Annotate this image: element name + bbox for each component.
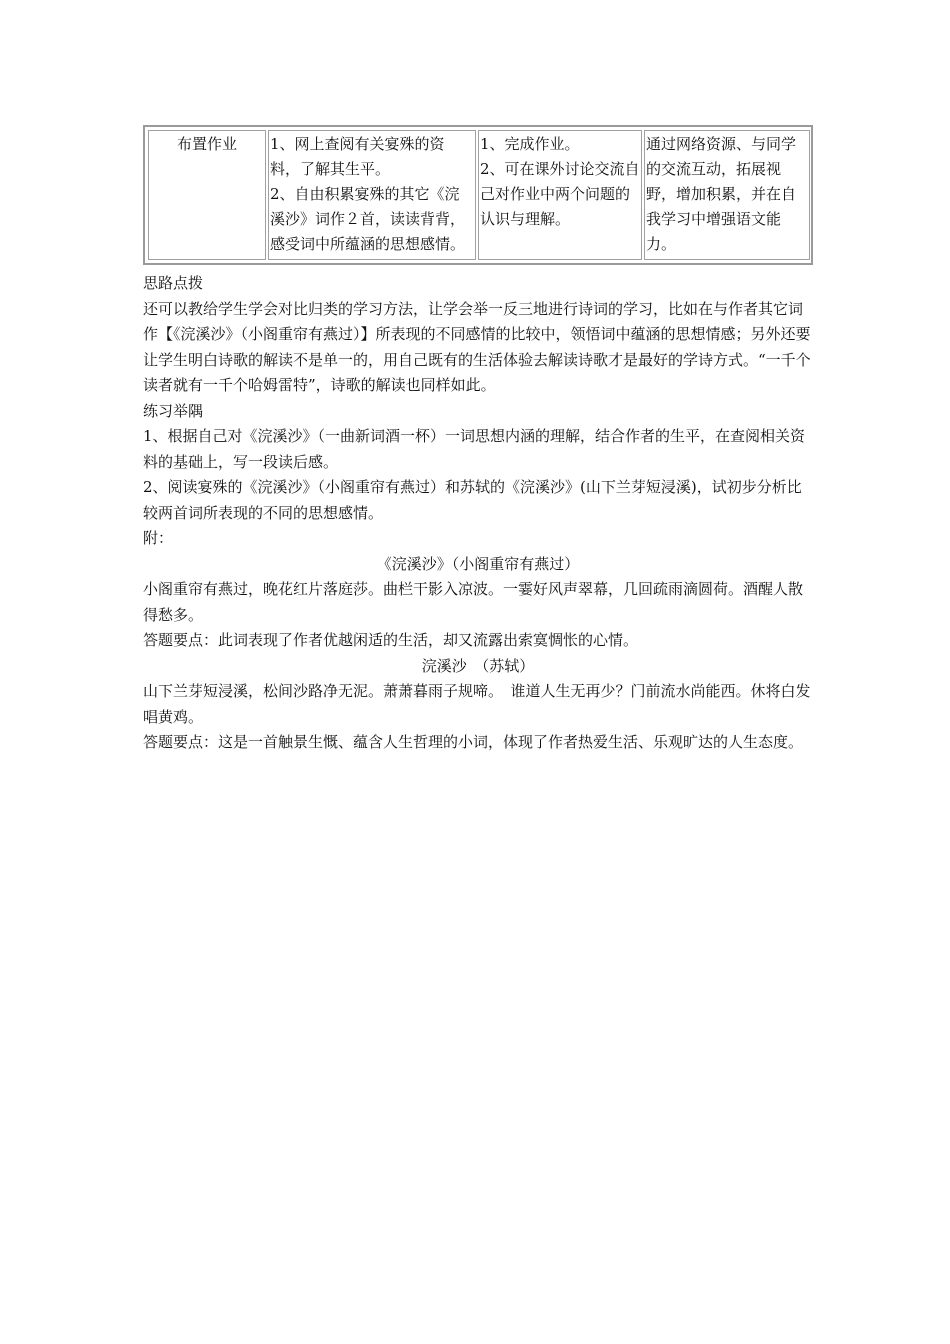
poem2-answer: 答题要点：这是一首触景生慨、蕴含人生哲理的小词，体现了作者热爱生活、乐观旷达的人生态度。: [143, 733, 804, 751]
poem2-title: 浣溪沙 （苏轼）: [421, 656, 535, 675]
lianxi-heading: 练习举隅: [143, 401, 204, 420]
homework-table: [146, 128, 812, 262]
lianxi-item-2: 2、阅读宴殊的《浣溪沙》（小阁重帘有燕过）和苏轼的《浣溪沙》(山下兰芽短浸溪)，试初步分析比较两首词所表现的不同的思想感情。: [143, 478, 802, 522]
table-cell-purpose: 通过网络资源、与同学的交流互动，拓展视野，增加积累，并在自我学习中增强语文能力。: [644, 130, 810, 260]
table-cell-teacher: [268, 130, 476, 260]
homework-table-frame: [143, 125, 813, 265]
poem1-title: 《浣溪沙》（小阁重帘有燕过）: [376, 554, 580, 573]
table-cell-student: [478, 130, 642, 260]
teacher-activity-2: 2、自由积累宴殊的其它《浣溪沙》词作２首，读读背背，感受词中所蕴涵的思想感情。: [270, 185, 466, 253]
silu-body: 还可以教给学生学会对比归类的学习方法，让学会举一反三地进行诗词的学习，比如在与作者其它词作【《浣溪沙》（小阁重帘有燕过）】所表现的不同感情的比较中，领悟词中蕴涵的思想情感；另外还要让学生明白诗歌的解读不是单一的，用自己既有的生活体验去解读诗歌才是最好的学诗方式。“一千个读者就有一千个哈姆雷特”，诗歌的解读也同样如此。: [143, 299, 811, 394]
teacher-activity-1: 1、网上查阅有关宴殊的资料，了解其生平。: [270, 135, 445, 178]
table-row: [148, 130, 810, 260]
table-cell-label: 布置作业: [148, 130, 266, 260]
silu-heading: 思路点拨: [143, 274, 204, 292]
student-activity-1: 1、完成作业。: [480, 135, 580, 153]
poem1-answer: 答题要点：此词表现了作者优越闲适的生活，却又流露出索寞惆怅的心情。: [143, 631, 639, 649]
poem1-text: 小阁重帘有燕过，晚花红片落庭莎。曲栏干影入凉波。一霎好风声翠幕，几回疏雨滴圆荷。酒醒人散得愁多。: [143, 580, 804, 624]
lianxi-item-1: 1、根据自己对《浣溪沙》（一曲新词酒一杯）一词思想内涵的理解，结合作者的生平，在查阅相关资料的基础上，写一段读后感。: [143, 427, 806, 471]
document-page: [143, 125, 813, 756]
poem2-text: 山下兰芽短浸溪，松间沙路净无泥。萧萧暮雨子规啼。 谁道人生无再少？门前流水尚能西。休将白发唱黄鸡。: [143, 682, 811, 726]
appendix-label: 附：: [143, 529, 174, 547]
student-activity-2: 2、可在课外讨论交流自己对作业中两个问题的认识与理解。: [480, 160, 640, 228]
